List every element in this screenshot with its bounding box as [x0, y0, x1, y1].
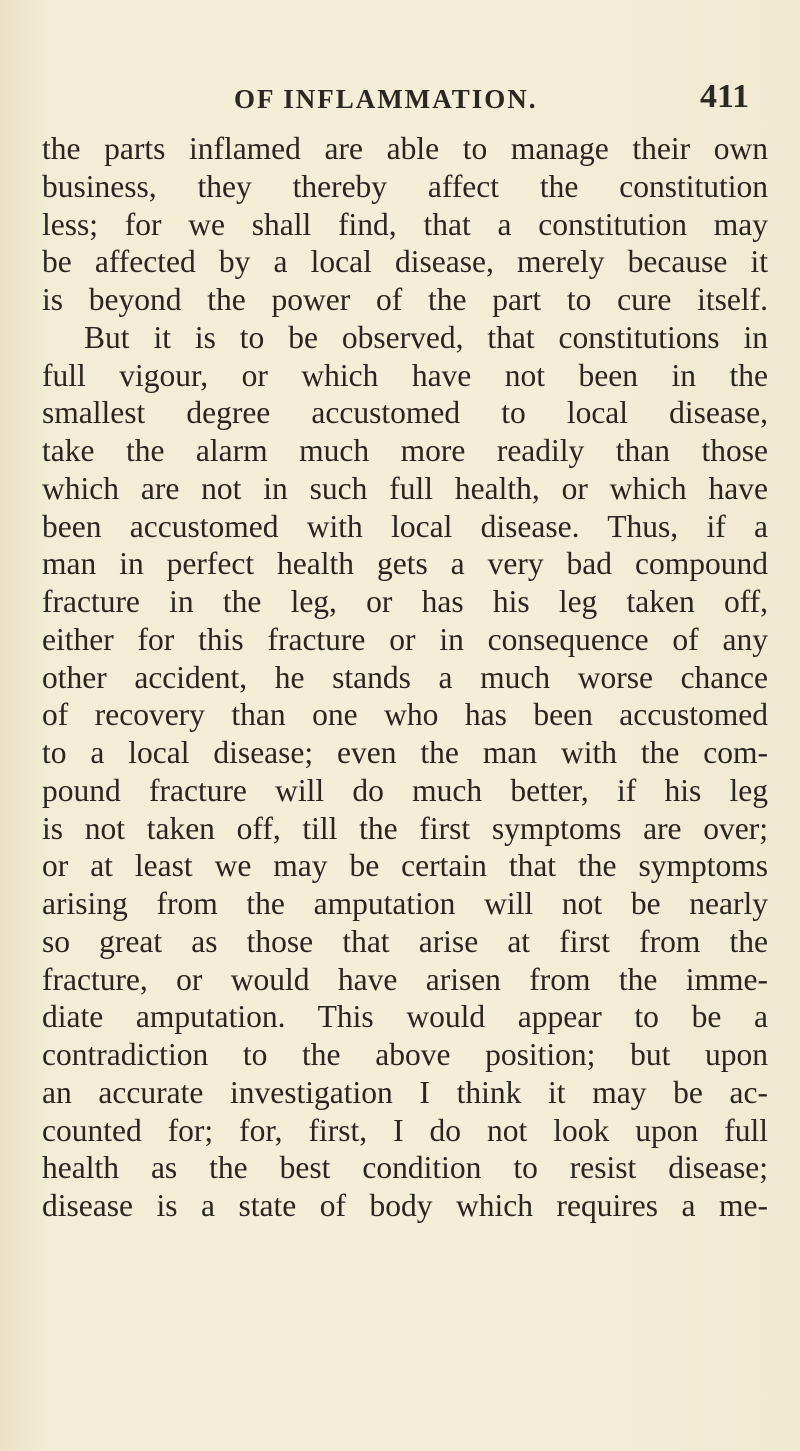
text-line: to a local disease; even the man with the com- [42, 735, 768, 770]
text-line: smallest degree accustomed to local disease, [42, 395, 768, 431]
text-line: been accustomed with local disease. Thus, if a [42, 508, 768, 544]
text-line: less; for we shall find, that a constitution may [42, 206, 768, 242]
text-line: is beyond the power of the part to cure itself. [42, 282, 768, 317]
text-line: is not taken off, till the first symptoms are over; [42, 810, 768, 846]
body-text [42, 130, 768, 1225]
page-header [0, 78, 800, 124]
text-line: either for this fracture or in consequence of any [42, 621, 768, 657]
text-line: the parts inflamed are able to manage their own [42, 131, 768, 166]
text-line: an accurate investigation I think it may be ac- [42, 1074, 768, 1110]
text-line: disease is a state of body which requires a me- [42, 1188, 768, 1223]
text-line: full vigour, or which have not been in the [42, 357, 768, 393]
text-line: of recovery than one who has been accustomed [42, 697, 768, 733]
text-line: health as the best condition to resist disease; [42, 1150, 768, 1186]
text-line: or at least we may be certain that the symptoms [42, 848, 768, 884]
text-line: arising from the amputation will not be nearly [42, 886, 768, 921]
text-line: be affected by a local disease, merely because it [42, 244, 768, 280]
paragraph-first-line: But it is to be observed, that constitutions in [84, 319, 768, 355]
text-line: take the alarm much more readily than those [42, 433, 768, 468]
text-line: fracture, or would have arisen from the imme- [42, 961, 768, 997]
text-line: which are not in such full health, or which have [42, 470, 768, 506]
text-line: counted for; for, first, I do not look upon full [42, 1112, 768, 1148]
text-line: pound fracture will do much better, if his leg [42, 772, 768, 808]
text-line: fracture in the leg, or has his leg taken off, [42, 584, 768, 619]
text-line: other accident, he stands a much worse chance [42, 659, 768, 695]
text-line: man in perfect health gets a very bad compound [42, 546, 768, 582]
text-line: diate amputation. This would appear to be a [42, 999, 768, 1035]
page-number: 411 [700, 78, 750, 115]
text-line: contradiction to the above position; but upon [42, 1037, 768, 1072]
text-line: so great as those that arise at first from the [42, 923, 768, 959]
running-head: OF INFLAMMATION. [234, 84, 538, 114]
text-line: business, they thereby affect the constitution [42, 168, 768, 204]
